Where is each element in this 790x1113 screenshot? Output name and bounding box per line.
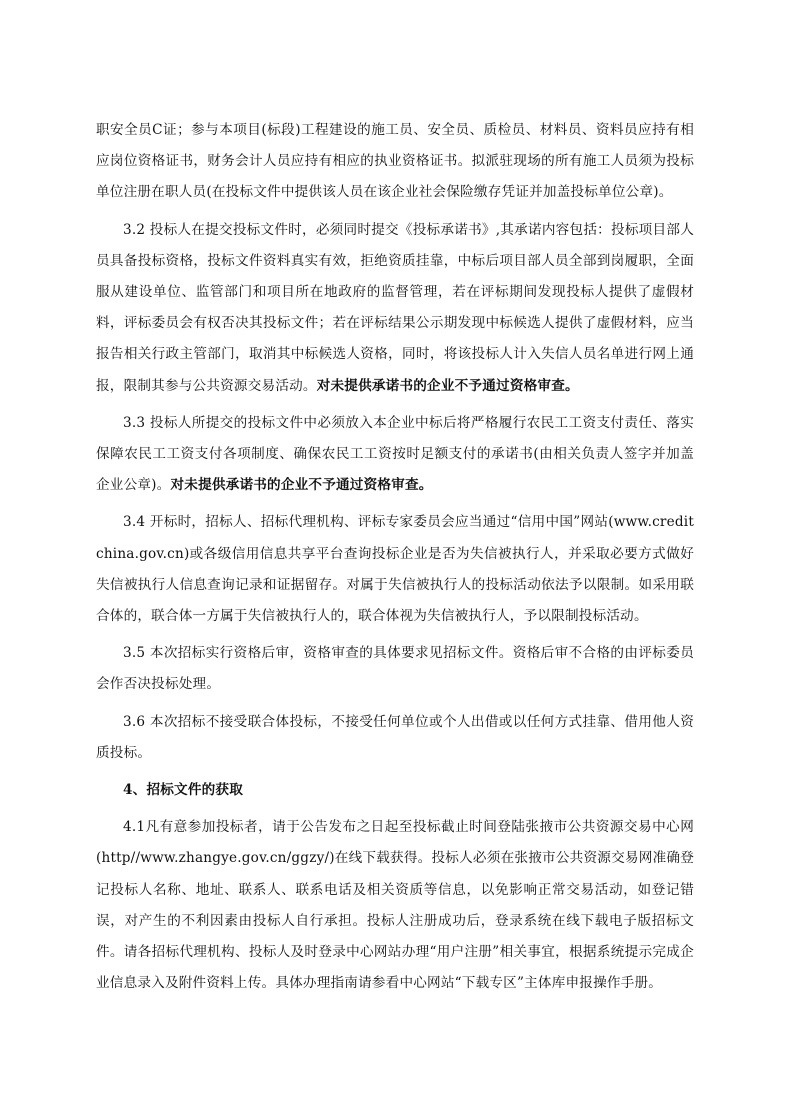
paragraph-3-6: 3.6 本次招标不接受联合体投标，不接受任何单位或个人出借或以任何方式挂靠、借用他人资质投标。 [96, 713, 694, 761]
paragraph-3-2 [96, 215, 694, 402]
paragraph-3-3-bold-note: 对未提供承诺书的企业不予通过资格审查。 [170, 477, 433, 494]
paragraph-4-1: 4.1凡有意参加投标者，请于公告发布之日起至投标截止时间登陆张掖市公共资源交易中心网(http//www.zhangye.gov.cn/ggzy/)在线下载获得。投标人必须在张掖市公共资源交易网准确登记投标人名称、地址、联系人、联系电话及相关资质等信息，以免影响正常交易活动，如登记错误，对产生的不利因素由投标人自行承担。投标人注册成功后，登录系统在线下载电子版招标文件。请各招标代理机构、投标人及时登录中心网站办理“用户注册”相关事宜，根据系统提示完成企业信息录入及附件资料上传。具体办理指南请参看中心网站“下载专区”主体库申报操作手册。 [96, 819, 694, 992]
paragraph-3-2-bold-note: 对未提供承诺书的企业不予通过资格审查。 [316, 377, 579, 394]
paragraph-3-3 [96, 408, 694, 502]
paragraph-3-2-text: 3.2 投标人在提交投标文件时，必须同时提交《投标承诺书》,其承诺内容包括：投标项目部人员具备投标资格，投标文件资料真实有效，拒绝资质挂靠，中标后项目部人员全部到岗履职，全面服从建设单位、监管部门和项目所在地政府的监督管理，若在评标期间发现投标人提供了虚假材料，评标委员会有权否决其投标文件；若在评标结果公示期发现中标候选人提供了虚假材料，应当报告相关行政主管部门，取消其中标候选人资格，同时，将该投标人计入失信人员名单进行网上通报，限制其参与公共资源交易活动。 [96, 221, 694, 394]
section-heading-4: 4、招标文件的获取 [123, 782, 244, 799]
paragraph-3-4: 3.4 开标时，招标人、招标代理机构、评标专家委员会应当通过“信用中国”网站(www.creditchina.gov.cn)或各级信用信息共享平台查询投标企业是否为失信被执行人，并采取必要方式做好失信被执行人信息查询记录和证据留存。对属于失信被执行人的投标活动依法予以限制。如采用联合体的，联合体一方属于失信被执行人的，联合体视为失信被执行人，予以限制投标活动。 [96, 514, 694, 625]
paragraph-personnel-qualifications: 职安全员C证；参与本项目(标段)工程建设的施工员、安全员、质检员、材料员、资料员应持有相应岗位资格证书，财务会计人员应持有相应的执业资格证书。拟派驻现场的所有施工人员须为投标单位注册在职人员(在投标文件中提供该人员在该企业社会保险缴存凭证并加盖投标单位公章)。 [96, 122, 694, 201]
paragraph-3-3-text: 3.3 投标人所提交的投标文件中必须放入本企业中标后将严格履行农民工工资支付责任、落实保障农民工工资支付各项制度、确保农民工工资按时足额支付的承诺书(由相关负责人签字并加盖企业公章)。 [96, 414, 694, 494]
paragraph-3-5: 3.5 本次招标实行资格后审，资格审查的具体要求见招标文件。资格后审不合格的由评标委员会作否决投标处理。 [96, 645, 694, 693]
